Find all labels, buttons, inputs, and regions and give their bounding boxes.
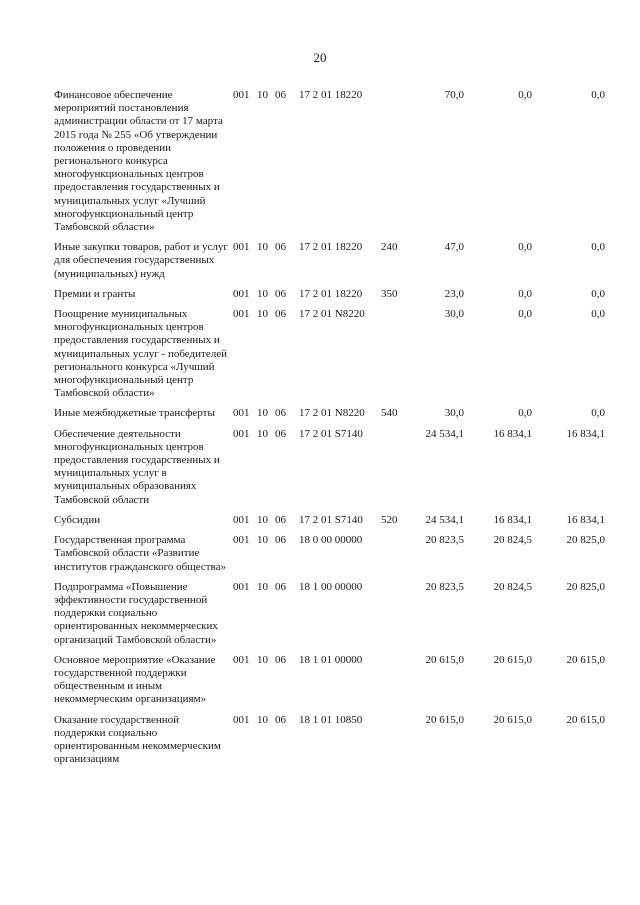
amount-year-2: 0,0	[518, 287, 532, 300]
subsection-code: 06	[275, 407, 286, 420]
target-article-code: 18 1 01 10850	[299, 713, 363, 726]
target-article-code: 17 2 01 N8220	[299, 407, 365, 420]
page-number: 20	[313, 50, 327, 65]
row-name: Финансовое обеспечение мероприятий постановления администрации области от 17 марта 2015 года № 255 «Об утверждении положения о проведении регионального конкурса многофункциональных центров предоставления государственных и муниципальных услуг «Лучший многофункциональный центр Тамбовской области»	[54, 89, 223, 234]
row-name: Поощрение муниципальных многофункциональных центров предоставления государственных и муниципальных услуг - победителей регионального конкурса «Лучший многофункциональный центр Тамбовской области»	[54, 308, 227, 400]
row-name: Субсидии	[54, 513, 101, 526]
target-article-code: 17 2 01 18220	[299, 89, 363, 101]
section-code: 10	[257, 653, 268, 666]
amount-year-3: 20 615,0	[566, 653, 605, 666]
target-article-code: 17 2 01 18220	[299, 241, 363, 254]
amount-year-1: 24 534,1	[425, 513, 464, 526]
subsection-code: 06	[275, 713, 286, 726]
amount-year-3: 0,0	[591, 241, 605, 254]
row-name: Основное мероприятие «Оказание государственной поддержки общественным и иным некоммерческим организациям»	[54, 653, 216, 706]
amount-year-3: 16 834,1	[566, 427, 605, 440]
table-row	[0, 534, 640, 574]
expense-type-code: 350	[381, 287, 398, 300]
table-row	[0, 428, 640, 507]
dept-code: 001	[233, 653, 250, 666]
section-code: 10	[257, 89, 268, 101]
target-article-code: 17 2 01 S7140	[299, 513, 363, 526]
dept-code: 001	[233, 534, 250, 547]
budget-table	[0, 89, 640, 773]
section-code: 10	[257, 580, 268, 593]
amount-year-3: 20 615,0	[566, 713, 605, 726]
table-row	[0, 407, 640, 420]
amount-year-2: 20 615,0	[493, 653, 532, 666]
section-code: 10	[257, 534, 268, 547]
row-name: Премии и гранты	[54, 287, 136, 300]
target-article-code: 17 2 01 18220	[299, 287, 363, 300]
subsection-code: 06	[275, 241, 286, 254]
target-article-code: 18 1 01 00000	[299, 653, 363, 666]
amount-year-3: 20 825,0	[566, 580, 605, 593]
amount-year-1: 20 615,0	[425, 653, 464, 666]
amount-year-2: 20 824,5	[493, 534, 532, 547]
amount-year-2: 20 824,5	[493, 580, 532, 593]
amount-year-1: 23,0	[444, 287, 464, 300]
table-row	[0, 241, 640, 281]
section-code: 10	[257, 308, 268, 321]
table-row	[0, 89, 640, 234]
amount-year-3: 0,0	[591, 407, 605, 420]
amount-year-2: 16 834,1	[493, 513, 532, 526]
expense-type-code: 240	[381, 241, 398, 254]
expense-type-code: 540	[381, 407, 398, 420]
amount-year-2: 16 834,1	[493, 427, 532, 440]
amount-year-3: 20 825,0	[566, 534, 605, 547]
target-article-code: 17 2 01 S7140	[299, 427, 363, 440]
section-code: 10	[257, 241, 268, 254]
target-article-code: 18 1 00 00000	[299, 580, 363, 593]
amount-year-1: 20 823,5	[425, 534, 464, 547]
table-row	[0, 654, 640, 707]
target-article-code: 18 0 00 00000	[299, 534, 363, 547]
amount-year-3: 0,0	[591, 89, 605, 101]
amount-year-3: 0,0	[591, 287, 605, 300]
subsection-code: 06	[275, 89, 286, 101]
target-article-code: 17 2 01 N8220	[299, 308, 365, 321]
amount-year-1: 20 615,0	[425, 713, 464, 726]
dept-code: 001	[233, 308, 250, 321]
amount-year-2: 0,0	[518, 89, 532, 101]
dept-code: 001	[233, 427, 250, 440]
amount-year-3: 0,0	[591, 308, 605, 321]
dept-code: 001	[233, 407, 250, 420]
dept-code: 001	[233, 513, 250, 526]
amount-year-2: 0,0	[518, 407, 532, 420]
row-name: Подпрограмма «Повышение эффективности государственной поддержки социально ориентированных некоммерческих организаций Тамбовской области»	[54, 580, 218, 646]
amount-year-1: 70,0	[444, 89, 464, 101]
amount-year-1: 20 823,5	[425, 580, 464, 593]
row-name: Иные закупки товаров, работ и услуг для обеспечения государственных (муниципальных) нужд	[54, 241, 228, 280]
table-row	[0, 714, 640, 767]
section-code: 10	[257, 287, 268, 300]
amount-year-1: 30,0	[444, 308, 464, 321]
dept-code: 001	[233, 580, 250, 593]
amount-year-2: 0,0	[518, 241, 532, 254]
amount-year-2: 20 615,0	[493, 713, 532, 726]
subsection-code: 06	[275, 653, 286, 666]
amount-year-3: 16 834,1	[566, 513, 605, 526]
table-row	[0, 514, 640, 527]
amount-year-2: 0,0	[518, 308, 532, 321]
amount-year-1: 47,0	[444, 241, 464, 254]
row-name: Иные межбюджетные трансферты	[54, 407, 215, 420]
table-row	[0, 581, 640, 647]
amount-year-1: 24 534,1	[425, 427, 464, 440]
section-code: 10	[257, 407, 268, 420]
expense-type-code: 520	[381, 513, 398, 526]
table-row	[0, 308, 640, 400]
subsection-code: 06	[275, 308, 286, 321]
amount-year-1: 30,0	[444, 407, 464, 420]
dept-code: 001	[233, 241, 250, 254]
table-row	[0, 288, 640, 301]
row-name: Обеспечение деятельности многофункциональных центров предоставления государственных и муниципальных услуг в муниципальных образованиях Тамбовской области	[54, 427, 220, 506]
subsection-code: 06	[275, 427, 286, 440]
dept-code: 001	[233, 287, 250, 300]
section-code: 10	[257, 513, 268, 526]
row-name: Государственная программа Тамбовской области «Развитие институтов гражданского общества»	[54, 534, 226, 573]
subsection-code: 06	[275, 287, 286, 300]
dept-code: 001	[233, 713, 250, 726]
dept-code: 001	[233, 89, 250, 101]
row-name: Оказание государственной поддержки социально ориентированным некоммерческим организациям	[54, 713, 221, 766]
section-code: 10	[257, 427, 268, 440]
section-code: 10	[257, 713, 268, 726]
subsection-code: 06	[275, 513, 286, 526]
subsection-code: 06	[275, 534, 286, 547]
subsection-code: 06	[275, 580, 286, 593]
